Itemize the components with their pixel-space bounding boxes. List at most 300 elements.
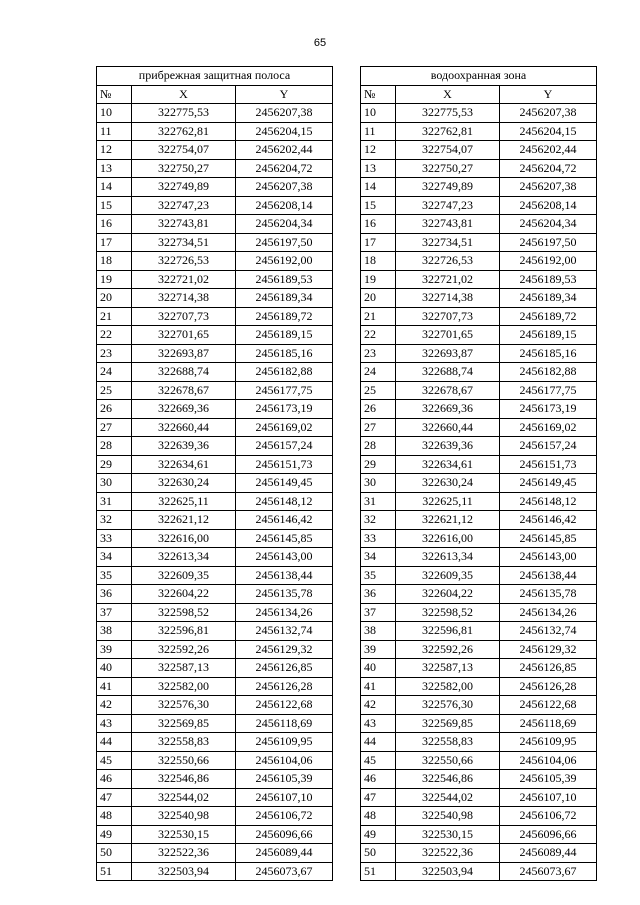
left-x-value: 322609,35 (132, 566, 236, 585)
left-y-value: 2456132,74 (236, 622, 333, 641)
right-x-value: 322616,00 (396, 529, 500, 548)
left-y-value: 2456105,39 (236, 770, 333, 789)
left-y-value: 2456192,00 (236, 252, 333, 271)
column-gap (333, 233, 361, 252)
right-y-value: 2456207,38 (500, 178, 597, 197)
right-x-value: 322630,24 (396, 474, 500, 493)
right-x-value: 322726,53 (396, 252, 500, 271)
right-y-value: 2456157,24 (500, 437, 597, 456)
column-header-row (97, 85, 597, 104)
column-gap (333, 104, 361, 123)
left-x-value: 322750,27 (132, 159, 236, 178)
right-y-value: 2456189,72 (500, 307, 597, 326)
right-x-value: 322639,36 (396, 437, 500, 456)
right-y-value: 2456146,42 (500, 511, 597, 530)
right-x-value: 322587,13 (396, 659, 500, 678)
right-x-value: 322540,98 (396, 807, 500, 826)
right-x-value: 322576,30 (396, 696, 500, 715)
left-point-number: 37 (97, 603, 132, 622)
right-x-value: 322546,86 (396, 770, 500, 789)
left-x-value: 322621,12 (132, 511, 236, 530)
column-gap (333, 67, 361, 86)
left-y-value: 2456096,66 (236, 825, 333, 844)
left-y-value: 2456122,68 (236, 696, 333, 715)
left-x-value: 322587,13 (132, 659, 236, 678)
table-row (97, 418, 597, 437)
left-y-value: 2456073,67 (236, 862, 333, 881)
right-point-number: 31 (361, 492, 396, 511)
right-x-value: 322749,89 (396, 178, 500, 197)
right-y-value: 2456096,66 (500, 825, 597, 844)
right-point-number: 19 (361, 270, 396, 289)
left-point-number: 28 (97, 437, 132, 456)
column-gap (333, 326, 361, 345)
left-y-value: 2456106,72 (236, 807, 333, 826)
right-x-value: 322750,27 (396, 159, 500, 178)
right-point-number: 41 (361, 677, 396, 696)
table-row (97, 566, 597, 585)
left-y-value: 2456207,38 (236, 178, 333, 197)
left-y-value: 2456146,42 (236, 511, 333, 530)
right-x-value: 322734,51 (396, 233, 500, 252)
table-row (97, 751, 597, 770)
column-gap (333, 159, 361, 178)
column-gap (333, 659, 361, 678)
right-y-value: 2456197,50 (500, 233, 597, 252)
left-y-value: 2456169,02 (236, 418, 333, 437)
left-x-value: 322762,81 (132, 122, 236, 141)
left-x-value: 322592,26 (132, 640, 236, 659)
right-point-number: 13 (361, 159, 396, 178)
column-gap (333, 770, 361, 789)
left-y-value: 2456204,34 (236, 215, 333, 234)
left-point-number: 29 (97, 455, 132, 474)
left-x-value: 322540,98 (132, 807, 236, 826)
column-gap (333, 640, 361, 659)
right-y-value: 2456135,78 (500, 585, 597, 604)
column-gap (333, 270, 361, 289)
right-y-value: 2456138,44 (500, 566, 597, 585)
right-y-value: 2456145,85 (500, 529, 597, 548)
left-point-number: 41 (97, 677, 132, 696)
left-y-value: 2456189,53 (236, 270, 333, 289)
left-x-value: 322693,87 (132, 344, 236, 363)
table-row (97, 159, 597, 178)
table-row (97, 492, 597, 511)
left-x-value: 322613,34 (132, 548, 236, 567)
left-x-value: 322669,36 (132, 400, 236, 419)
left-point-number: 35 (97, 566, 132, 585)
table-row (97, 455, 597, 474)
table-row (97, 215, 597, 234)
left-x-value: 322734,51 (132, 233, 236, 252)
column-gap (333, 733, 361, 752)
column-gap (333, 511, 361, 530)
right-point-number: 34 (361, 548, 396, 567)
right-x-value: 322688,74 (396, 363, 500, 382)
left-point-number: 48 (97, 807, 132, 826)
right-x-value: 322762,81 (396, 122, 500, 141)
left-y-value: 2456109,95 (236, 733, 333, 752)
table-row (97, 307, 597, 326)
right-x-value: 322569,85 (396, 714, 500, 733)
right-x-value: 322544,02 (396, 788, 500, 807)
table-row (97, 474, 597, 493)
left-y-value: 2456204,15 (236, 122, 333, 141)
left-y-value: 2456107,10 (236, 788, 333, 807)
left-point-number: 16 (97, 215, 132, 234)
right-x-value: 322669,36 (396, 400, 500, 419)
right-y-value: 2456208,14 (500, 196, 597, 215)
left-x-value: 322503,94 (132, 862, 236, 881)
right-x-value: 322503,94 (396, 862, 500, 881)
right-y-value: 2456107,10 (500, 788, 597, 807)
left-x-value: 322630,24 (132, 474, 236, 493)
left-point-number: 21 (97, 307, 132, 326)
left-y-value: 2456135,78 (236, 585, 333, 604)
column-gap (333, 400, 361, 419)
column-gap (333, 566, 361, 585)
left-y-value: 2456177,75 (236, 381, 333, 400)
right-point-number: 44 (361, 733, 396, 752)
left-y-value: 2456208,14 (236, 196, 333, 215)
right-num-header: № (361, 85, 396, 104)
left-x-value: 322598,52 (132, 603, 236, 622)
table-row (97, 252, 597, 271)
left-x-value: 322522,36 (132, 844, 236, 863)
table-row (97, 178, 597, 197)
right-x-header: X (396, 85, 500, 104)
left-section-title: прибрежная защитная полоса (97, 67, 333, 86)
left-y-value: 2456129,32 (236, 640, 333, 659)
left-y-value: 2456151,73 (236, 455, 333, 474)
left-x-value: 322747,23 (132, 196, 236, 215)
right-x-value: 322550,66 (396, 751, 500, 770)
left-y-value: 2456126,28 (236, 677, 333, 696)
table-row (97, 529, 597, 548)
table-row (97, 733, 597, 752)
right-point-number: 10 (361, 104, 396, 123)
right-point-number: 18 (361, 252, 396, 271)
right-y-value: 2456189,34 (500, 289, 597, 308)
right-x-value: 322609,35 (396, 566, 500, 585)
left-point-number: 43 (97, 714, 132, 733)
left-x-value: 322775,53 (132, 104, 236, 123)
left-x-value: 322625,11 (132, 492, 236, 511)
left-y-value: 2456189,72 (236, 307, 333, 326)
left-point-number: 11 (97, 122, 132, 141)
right-x-value: 322558,83 (396, 733, 500, 752)
column-gap (333, 196, 361, 215)
right-point-number: 50 (361, 844, 396, 863)
right-point-number: 15 (361, 196, 396, 215)
left-y-value: 2456148,12 (236, 492, 333, 511)
right-point-number: 24 (361, 363, 396, 382)
right-y-value: 2456173,19 (500, 400, 597, 419)
right-point-number: 12 (361, 141, 396, 160)
right-y-value: 2456207,38 (500, 104, 597, 123)
column-gap (333, 714, 361, 733)
right-y-value: 2456129,32 (500, 640, 597, 659)
table-row (97, 844, 597, 863)
column-gap (333, 603, 361, 622)
right-y-value: 2456109,95 (500, 733, 597, 752)
column-gap (333, 696, 361, 715)
left-x-value: 322701,65 (132, 326, 236, 345)
table-row (97, 807, 597, 826)
left-point-number: 47 (97, 788, 132, 807)
right-y-value: 2456189,15 (500, 326, 597, 345)
left-point-number: 34 (97, 548, 132, 567)
right-y-header: Y (500, 85, 597, 104)
table-row (97, 141, 597, 160)
right-x-value: 322678,67 (396, 381, 500, 400)
left-point-number: 19 (97, 270, 132, 289)
right-x-value: 322613,34 (396, 548, 500, 567)
left-y-value: 2456089,44 (236, 844, 333, 863)
right-point-number: 22 (361, 326, 396, 345)
right-x-value: 322621,12 (396, 511, 500, 530)
left-x-value: 322754,07 (132, 141, 236, 160)
right-point-number: 48 (361, 807, 396, 826)
right-y-value: 2456177,75 (500, 381, 597, 400)
right-y-value: 2456202,44 (500, 141, 597, 160)
right-y-value: 2456182,88 (500, 363, 597, 382)
left-x-value: 322546,86 (132, 770, 236, 789)
left-point-number: 23 (97, 344, 132, 363)
right-x-value: 322625,11 (396, 492, 500, 511)
table-row (97, 196, 597, 215)
right-point-number: 26 (361, 400, 396, 419)
table-row (97, 548, 597, 567)
right-point-number: 16 (361, 215, 396, 234)
right-y-value: 2456122,68 (500, 696, 597, 715)
left-point-number: 33 (97, 529, 132, 548)
left-x-value: 322721,02 (132, 270, 236, 289)
left-x-value: 322569,85 (132, 714, 236, 733)
right-point-number: 21 (361, 307, 396, 326)
table-row (97, 825, 597, 844)
right-y-value: 2456106,72 (500, 807, 597, 826)
column-gap (333, 344, 361, 363)
left-point-number: 45 (97, 751, 132, 770)
column-gap (333, 252, 361, 271)
column-gap (333, 622, 361, 641)
right-x-value: 322660,44 (396, 418, 500, 437)
left-y-value: 2456185,16 (236, 344, 333, 363)
table-row (97, 511, 597, 530)
table-row (97, 622, 597, 641)
left-x-value: 322660,44 (132, 418, 236, 437)
right-y-value: 2456189,53 (500, 270, 597, 289)
table-row (97, 233, 597, 252)
left-point-number: 27 (97, 418, 132, 437)
column-gap (333, 548, 361, 567)
left-x-value: 322707,73 (132, 307, 236, 326)
left-y-value: 2456118,69 (236, 714, 333, 733)
right-y-value: 2456126,28 (500, 677, 597, 696)
right-x-value: 322754,07 (396, 141, 500, 160)
right-y-value: 2456104,06 (500, 751, 597, 770)
left-point-number: 31 (97, 492, 132, 511)
left-y-header: Y (236, 85, 333, 104)
coordinates-table (96, 66, 597, 881)
table-row (97, 270, 597, 289)
right-y-value: 2456151,73 (500, 455, 597, 474)
right-point-number: 30 (361, 474, 396, 493)
left-num-header: № (97, 85, 132, 104)
right-y-value: 2456118,69 (500, 714, 597, 733)
left-point-number: 42 (97, 696, 132, 715)
left-point-number: 20 (97, 289, 132, 308)
left-y-value: 2456207,38 (236, 104, 333, 123)
left-y-value: 2456173,19 (236, 400, 333, 419)
left-point-number: 38 (97, 622, 132, 641)
right-point-number: 14 (361, 178, 396, 197)
right-point-number: 40 (361, 659, 396, 678)
left-point-number: 30 (97, 474, 132, 493)
right-x-value: 322707,73 (396, 307, 500, 326)
left-point-number: 26 (97, 400, 132, 419)
column-gap (333, 215, 361, 234)
right-point-number: 17 (361, 233, 396, 252)
left-point-number: 44 (97, 733, 132, 752)
left-y-value: 2456202,44 (236, 141, 333, 160)
right-x-value: 322714,38 (396, 289, 500, 308)
left-x-header: X (132, 85, 236, 104)
left-point-number: 15 (97, 196, 132, 215)
right-y-value: 2456132,74 (500, 622, 597, 641)
left-y-value: 2456182,88 (236, 363, 333, 382)
column-gap (333, 825, 361, 844)
right-point-number: 51 (361, 862, 396, 881)
right-x-value: 322522,36 (396, 844, 500, 863)
left-point-number: 50 (97, 844, 132, 863)
column-gap (333, 862, 361, 881)
column-gap (333, 418, 361, 437)
table-row (97, 122, 597, 141)
right-x-value: 322582,00 (396, 677, 500, 696)
left-x-value: 322530,15 (132, 825, 236, 844)
right-x-value: 322530,15 (396, 825, 500, 844)
table-row (97, 585, 597, 604)
left-x-value: 322544,02 (132, 788, 236, 807)
column-gap (333, 844, 361, 863)
right-point-number: 49 (361, 825, 396, 844)
right-point-number: 33 (361, 529, 396, 548)
right-x-value: 322701,65 (396, 326, 500, 345)
right-y-value: 2456089,44 (500, 844, 597, 863)
left-y-value: 2456126,85 (236, 659, 333, 678)
right-x-value: 322596,81 (396, 622, 500, 641)
right-point-number: 20 (361, 289, 396, 308)
right-y-value: 2456185,16 (500, 344, 597, 363)
left-y-value: 2456204,72 (236, 159, 333, 178)
left-point-number: 24 (97, 363, 132, 382)
right-point-number: 39 (361, 640, 396, 659)
column-gap (333, 307, 361, 326)
left-point-number: 18 (97, 252, 132, 271)
right-x-value: 322693,87 (396, 344, 500, 363)
left-x-value: 322678,67 (132, 381, 236, 400)
column-gap (333, 85, 361, 104)
left-x-value: 322576,30 (132, 696, 236, 715)
right-x-value: 322775,53 (396, 104, 500, 123)
right-y-value: 2456192,00 (500, 252, 597, 271)
right-point-number: 46 (361, 770, 396, 789)
table-row (97, 696, 597, 715)
left-x-value: 322688,74 (132, 363, 236, 382)
right-x-value: 322634,61 (396, 455, 500, 474)
right-y-value: 2456204,72 (500, 159, 597, 178)
table-row (97, 788, 597, 807)
left-x-value: 322550,66 (132, 751, 236, 770)
left-point-number: 14 (97, 178, 132, 197)
column-gap (333, 492, 361, 511)
right-point-number: 11 (361, 122, 396, 141)
column-gap (333, 585, 361, 604)
column-gap (333, 141, 361, 160)
right-x-value: 322721,02 (396, 270, 500, 289)
right-x-value: 322604,22 (396, 585, 500, 604)
left-x-value: 322749,89 (132, 178, 236, 197)
table-row (97, 603, 597, 622)
right-x-value: 322598,52 (396, 603, 500, 622)
left-y-value: 2456149,45 (236, 474, 333, 493)
table-row (97, 437, 597, 456)
left-y-value: 2456145,85 (236, 529, 333, 548)
column-gap (333, 677, 361, 696)
right-point-number: 47 (361, 788, 396, 807)
column-gap (333, 788, 361, 807)
left-x-value: 322558,83 (132, 733, 236, 752)
right-y-value: 2456143,00 (500, 548, 597, 567)
column-gap (333, 363, 361, 382)
column-gap (333, 178, 361, 197)
right-point-number: 37 (361, 603, 396, 622)
left-point-number: 46 (97, 770, 132, 789)
left-point-number: 10 (97, 104, 132, 123)
right-y-value: 2456149,45 (500, 474, 597, 493)
right-y-value: 2456204,15 (500, 122, 597, 141)
column-gap (333, 289, 361, 308)
column-gap (333, 122, 361, 141)
column-gap (333, 455, 361, 474)
column-gap (333, 751, 361, 770)
table-row (97, 714, 597, 733)
right-point-number: 42 (361, 696, 396, 715)
right-point-number: 29 (361, 455, 396, 474)
left-x-value: 322743,81 (132, 215, 236, 234)
right-section-title: водоохранная зона (361, 67, 597, 86)
left-x-value: 322604,22 (132, 585, 236, 604)
left-point-number: 13 (97, 159, 132, 178)
table-row (97, 344, 597, 363)
table-row (97, 770, 597, 789)
right-x-value: 322743,81 (396, 215, 500, 234)
right-point-number: 43 (361, 714, 396, 733)
left-y-value: 2456157,24 (236, 437, 333, 456)
right-point-number: 45 (361, 751, 396, 770)
left-x-value: 322596,81 (132, 622, 236, 641)
left-point-number: 49 (97, 825, 132, 844)
left-y-value: 2456104,06 (236, 751, 333, 770)
left-y-value: 2456189,15 (236, 326, 333, 345)
right-point-number: 27 (361, 418, 396, 437)
left-y-value: 2456138,44 (236, 566, 333, 585)
right-point-number: 38 (361, 622, 396, 641)
left-point-number: 17 (97, 233, 132, 252)
